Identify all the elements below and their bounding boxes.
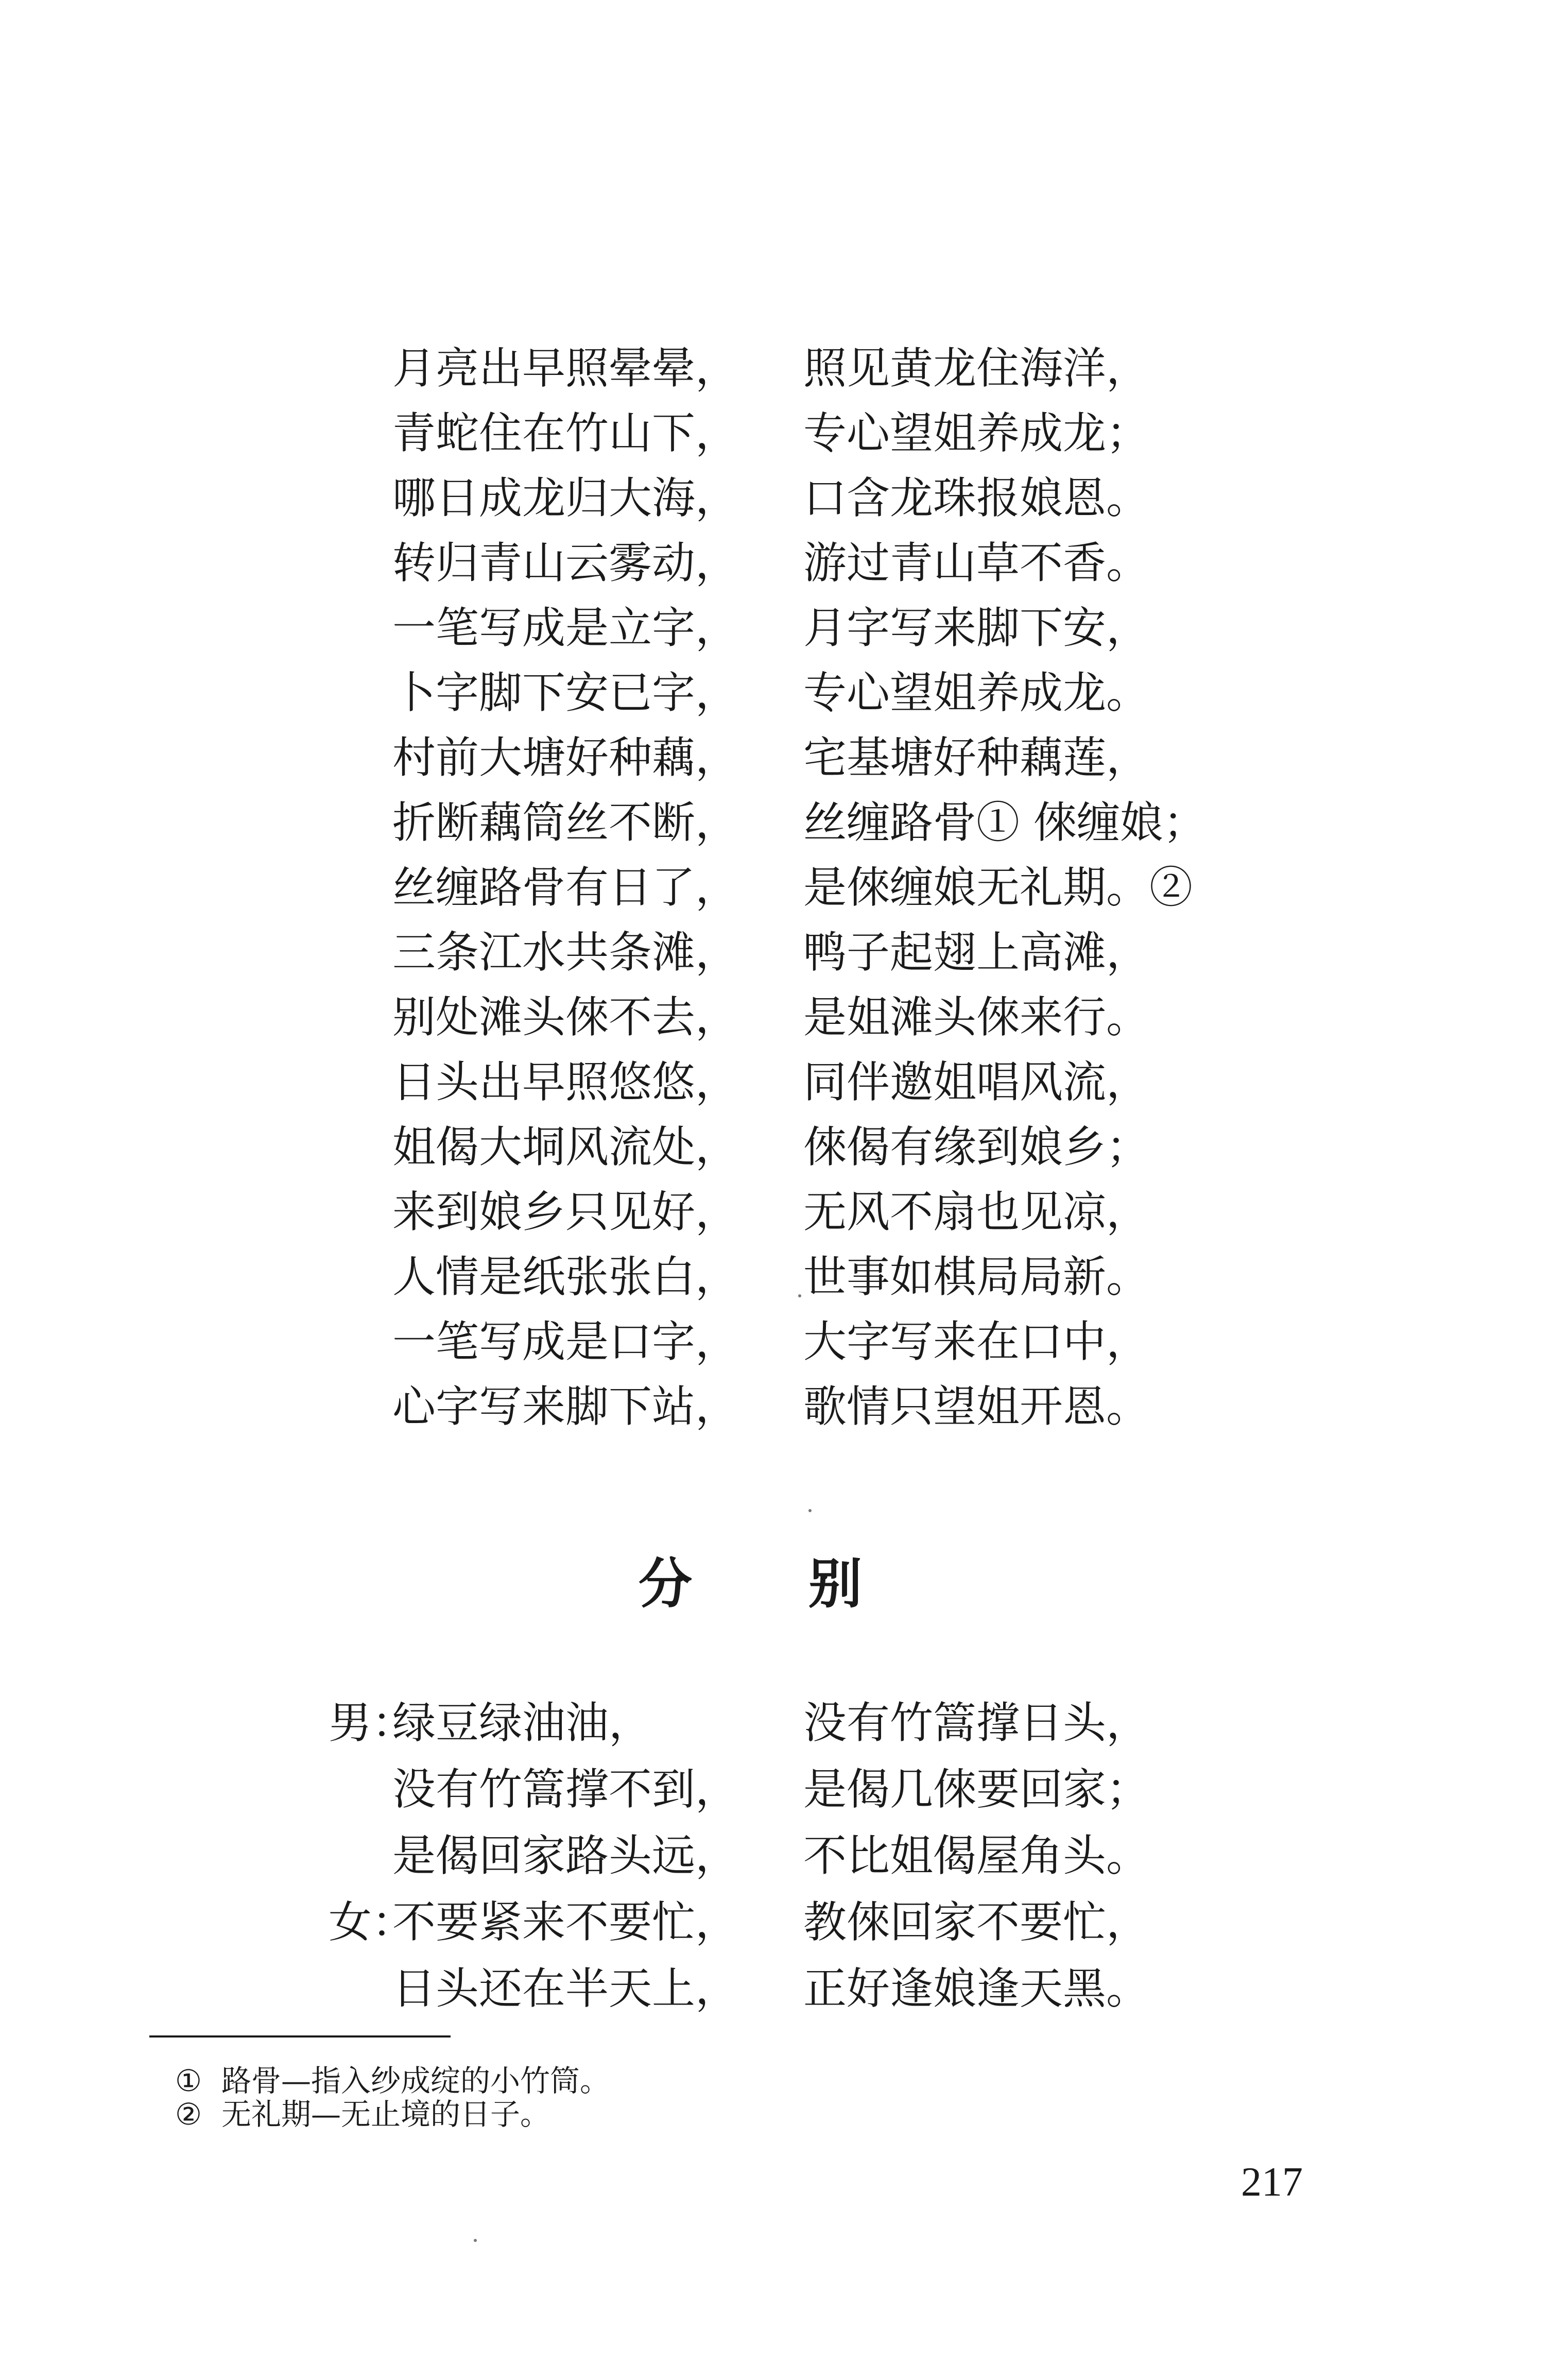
page-number: 217 <box>1241 2160 1303 2205</box>
couplet-right-line: 是偈几倈要回家； <box>803 1764 1150 1814</box>
couplet-right-line: 照见黄龙住海洋， <box>803 343 1150 393</box>
couplet-right-line: 月字写来脚下安， <box>803 603 1150 653</box>
couplet-right-line: 歌情只望姐开恩。 <box>803 1381 1150 1432</box>
couplet-right-line: 游过青山草不香。 <box>803 538 1150 588</box>
scan-speck <box>798 1294 801 1297</box>
section-title-char-2: 别 <box>808 1552 863 1615</box>
couplet-left-line: 日头还在半天上， <box>392 1963 739 2014</box>
couplet-right-line: 专心望姐养成龙； <box>803 408 1150 458</box>
footnote <box>175 2063 610 2099</box>
couplet-right-line: 丝缠路骨① 倈缠娘； <box>803 797 1207 848</box>
couplet-left-line: 一笔写成是口字， <box>392 1316 739 1367</box>
couplet-left-line: 别处滩头倈不去， <box>392 992 739 1042</box>
couplet-right-line: 专心望姐养成龙。 <box>803 667 1150 718</box>
couplet-right-line: 鸭子起翅上高滩， <box>803 927 1150 978</box>
couplet-right-line: 无风不扇也见凉， <box>803 1187 1150 1237</box>
couplet-right-line: 是倈缠娘无礼期。② <box>803 862 1193 913</box>
couplet-right-line: 宅基塘好种藕莲， <box>803 732 1150 783</box>
couplet-left-line: 三条江水共条滩， <box>392 927 739 978</box>
couplet-left-line: 姐偈大垌风流处， <box>392 1122 739 1172</box>
couplet-right-line: 大字写来在口中， <box>803 1316 1150 1367</box>
couplet-right-line: 是姐滩头倈来行。 <box>803 992 1150 1042</box>
couplet-right-line: 正好逢娘逢天黑。 <box>803 1963 1150 2014</box>
footnote-text: 路骨—指入纱成绽的小竹筒。 <box>221 2063 610 2098</box>
couplet-left-line: 绿豆绿油油， <box>392 1698 652 1748</box>
footnote-mark: ② <box>175 2097 202 2132</box>
section-title-char-1: 分 <box>639 1552 693 1615</box>
couplet-left-line: 哪日成龙归大海， <box>392 473 739 523</box>
footnote-text: 无礼期—无止境的日子。 <box>221 2097 550 2132</box>
couplet-left-line: 月亮出早照晕晕， <box>392 343 739 393</box>
scan-speck <box>808 1509 812 1512</box>
couplet-left-line: 来到娘乡只见好， <box>392 1187 739 1237</box>
couplet-left-line: 一笔写成是立字， <box>392 603 739 653</box>
speaker-label: 女： <box>329 1897 416 1947</box>
couplet-right-line: 教倈回家不要忙， <box>803 1897 1150 1947</box>
couplet-left-line: 人情是纸张张白， <box>392 1252 739 1302</box>
couplet-right-line: 同伴邀姐唱风流， <box>803 1057 1150 1107</box>
couplet-left-line: 没有竹篙撑不到， <box>392 1764 739 1814</box>
couplet-left-line: 丝缠路骨有日了， <box>392 862 739 913</box>
couplet-right-line: 不比姐偈屋角头。 <box>803 1830 1150 1881</box>
couplet-right-line: 没有竹篙撑日头， <box>803 1698 1150 1748</box>
couplet-right-line: 口含龙珠报娘恩。 <box>803 473 1150 523</box>
couplet-left-line: 不要紧来不要忙， <box>392 1897 739 1947</box>
speaker-label: 男： <box>329 1698 416 1748</box>
couplet-left-line: 青蛇住在竹山下， <box>392 408 739 458</box>
couplet-left-line: 折断藕筒丝不断， <box>392 797 739 848</box>
couplet-left-line: 心字写来脚下站， <box>392 1381 739 1432</box>
couplet-right-line: 倈偈有缘到娘乡； <box>803 1122 1150 1172</box>
footnote-rule <box>149 2035 451 2037</box>
footnote <box>175 2096 550 2132</box>
couplet-left-line: 日头出早照悠悠， <box>392 1057 739 1107</box>
couplet-left-line: 村前大塘好种藕， <box>392 732 739 783</box>
couplet-left-line: 卜字脚下安已字， <box>392 667 739 718</box>
couplet-left-line: 是偈回家路头远， <box>392 1830 739 1881</box>
scan-speck <box>474 2239 477 2242</box>
couplet-left-line: 转归青山云雾动， <box>392 538 739 588</box>
couplet-right-line: 世事如棋局局新。 <box>803 1252 1150 1302</box>
footnote-mark: ① <box>175 2063 202 2098</box>
